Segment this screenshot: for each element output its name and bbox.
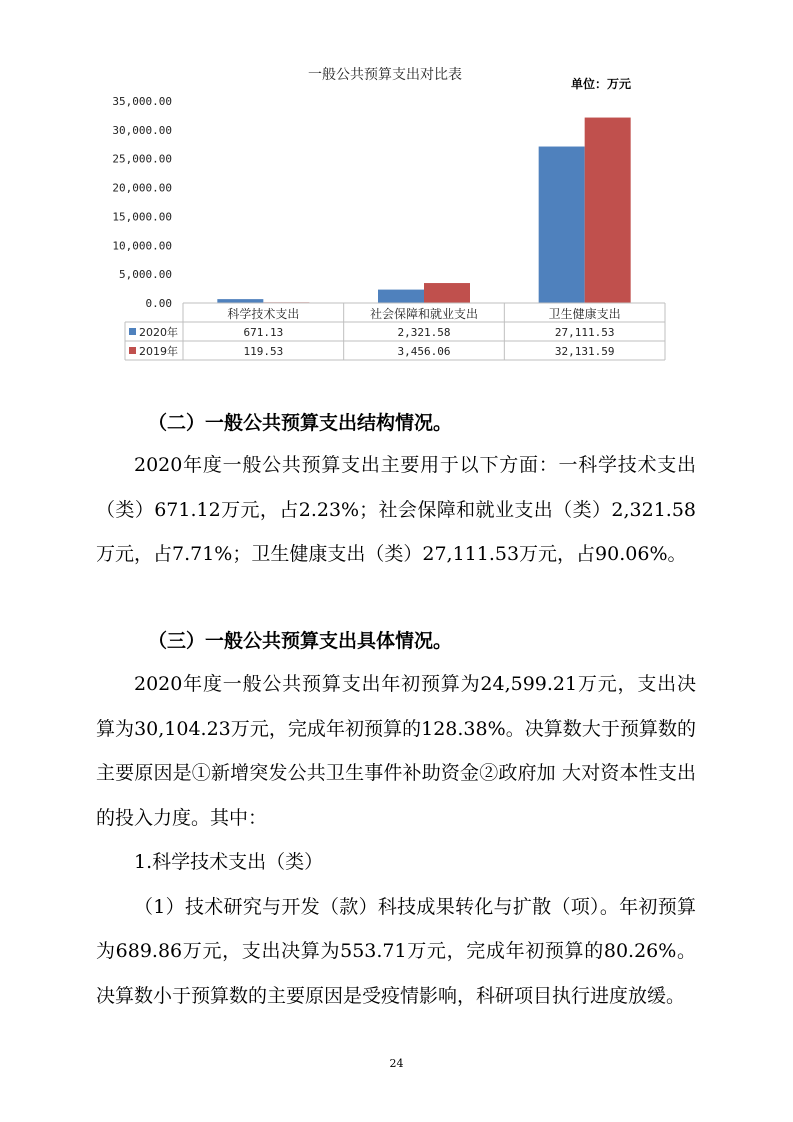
- y-tick-label: 30,000.00: [112, 123, 172, 137]
- category-label: 科学技术支出: [227, 307, 300, 321]
- legend-key: [129, 328, 136, 335]
- unit-label: 单位：万元: [571, 77, 632, 91]
- y-tick-label: 15,000.00: [112, 210, 172, 224]
- y-tick-label: 20,000.00: [112, 181, 172, 195]
- chart-title: 一般公共预算支出对比表: [308, 67, 462, 83]
- section-heading-3: （三）一般公共预算支出具体情况。: [148, 630, 453, 652]
- bar-series2: [424, 283, 470, 303]
- paragraph-text: （1）技术研究与开发（款）科技成果转化与扩散（项）。年初预算为689.86万元，支出决算为553.71万元，完成年初预算的80.26%。决算数小于预算数的主要原因是受疫情影响，科研项目执行进度放缓。: [96, 895, 696, 1007]
- section-heading-2: （二）一般公共预算支出结构情况。: [148, 412, 453, 434]
- bar-series1: [378, 290, 424, 303]
- paragraph-text: 2020年度一般公共预算支出主要用于以下方面：一科学技术支出（类）671.12万元，占2.23%；社会保障和就业支出（类）2,321.58万元，占7.71%；卫生健康支出（类）27,111.53万元，占90.06%。: [96, 454, 696, 565]
- bar-series1: [217, 299, 263, 303]
- data-label: 27,111.53: [554, 326, 615, 339]
- category-label: 卫生健康支出: [548, 307, 621, 321]
- y-tick-label: 25,000.00: [112, 152, 172, 166]
- y-tick-label: 35,000.00: [112, 95, 172, 108]
- paragraph-text: 2020年度一般公共预算支出年初预算为24,599.21万元，支出决算为30,104.23万元，完成年初预算的128.38%。决算数大于预算数的主要原因是①新增突发公共卫生事件补助资金②政府加 大对资本性支出的投入力度。其中：: [96, 673, 696, 829]
- category-label: 社会保障和就业支出: [369, 307, 479, 321]
- bar-series1: [539, 147, 585, 303]
- y-tick-label: 5,000.00: [119, 268, 172, 282]
- page-number: 24: [389, 1057, 404, 1070]
- bar-series2: [585, 118, 631, 303]
- legend-key: [129, 347, 136, 354]
- y-tick-label: 10,000.00: [112, 239, 172, 253]
- series-name: 2020年: [139, 326, 178, 339]
- bar-chart: [0, 0, 793, 380]
- series-name: 2019年: [139, 345, 178, 358]
- data-label: 32,131.59: [554, 345, 615, 358]
- data-label: 671.13: [243, 326, 284, 339]
- paragraph-detail: [96, 662, 696, 1018]
- paragraph-structure: [96, 443, 696, 577]
- y-tick-label: 0.00: [145, 297, 172, 310]
- list-item-heading: 1.科学技术支出（类）: [134, 851, 324, 873]
- data-label: 119.53: [243, 345, 284, 358]
- data-label: 3,456.06: [397, 345, 451, 358]
- data-label: 2,321.58: [397, 326, 451, 339]
